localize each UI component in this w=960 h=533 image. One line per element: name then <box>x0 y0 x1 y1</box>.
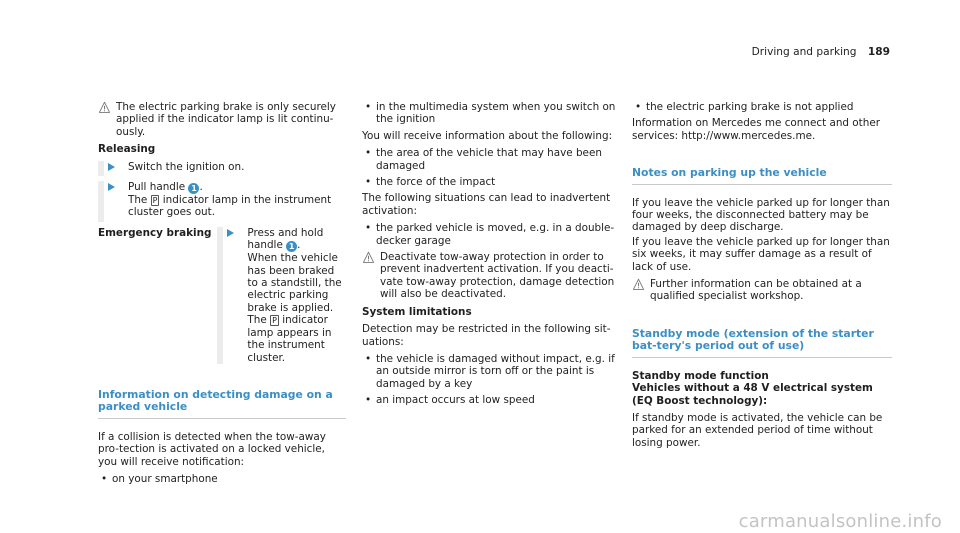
standby-function-title: Standby mode function <box>632 369 769 382</box>
list-item: • in the multimedia system when you switch on the ignition <box>362 101 616 126</box>
note-icon <box>362 251 375 264</box>
system-limitations-title: System limitations <box>362 305 472 318</box>
list-item: • the parked vehicle is moved, e.g. in a double-decker garage <box>362 222 616 247</box>
paragraph: If you leave the vehicle parked up for longer than six weeks, it may suffer damage as a result of lack of use. <box>632 235 890 273</box>
list-item: • on your smartphone <box>98 473 346 485</box>
column-2 <box>362 101 616 411</box>
paragraph: If standby mode is activated, the vehicle can be parked for an extended period of time without losing power. <box>632 411 883 449</box>
section-heading-standby-mode: Standby mode (extension of the starter bat-tery's period out of use) <box>632 328 892 358</box>
note-2: Deactivate tow-away protection in order to prevent inadvertent activation. If you deacti-vate tow-away protection, damage detection will also be deactivated. <box>362 251 616 301</box>
paragraph: The following situations can lead to inadvertent activation: <box>362 192 611 217</box>
note-icon <box>632 278 645 291</box>
bullet-list <box>362 147 616 188</box>
parking-brake-indicator-icon: P <box>272 316 277 326</box>
list-item: • the electric parking brake is not applied <box>632 101 892 113</box>
list-item: • the area of the vehicle that may have been damaged <box>362 147 616 172</box>
step-arrow-icon <box>108 183 115 191</box>
paragraph: If a collision is detected when the tow-away pro-tection is activated on a locked vehicle, you will receive notification: <box>98 430 326 468</box>
paragraph: Information on Mercedes me connect and other services: http://www.mercedes.me. <box>632 117 880 142</box>
step-switch-ignition: Switch the ignition on. <box>98 161 346 176</box>
bullet-list <box>632 101 892 113</box>
note-3: Further information can be obtained at a qualified specialist workshop. <box>632 278 892 303</box>
page-number: 189 <box>867 46 890 58</box>
note-icon <box>98 101 111 114</box>
section-title: Driving and parking <box>751 46 857 58</box>
handle-number-badge: 1 <box>286 241 297 252</box>
paragraph: If you leave the vehicle parked up for longer than four weeks, the disconnected battery may be damaged by deep discharge. <box>632 196 890 234</box>
list-item: • an impact occurs at low speed <box>362 394 616 406</box>
releasing-title: Releasing <box>98 143 156 156</box>
bullet-list <box>362 101 616 126</box>
bullet-list <box>98 473 346 485</box>
list-item: • the vehicle is damaged without impact, e.g. if an outside mirror is torn off or the paint is damaged by a key <box>362 353 616 390</box>
list-item: • the force of the impact <box>362 176 616 188</box>
parking-brake-indicator-icon: P <box>152 196 158 206</box>
note-1: The electric parking brake is only securely applied if the indicator lamp is lit continu-ously. <box>98 101 346 138</box>
vehicles-without-48v-title: Vehicles without a 48 V electrical system (EQ Boost technology): <box>632 382 873 407</box>
step-pull-handle: Pull handle 1 . The P indicator lamp in the instrument cluster goes out. <box>98 181 346 222</box>
emergency-title: Emergency braking <box>98 226 212 239</box>
column-3 <box>632 101 892 454</box>
handle-number-badge: 1 <box>188 183 199 194</box>
section-heading-parking-up: Notes on parking up the vehicle <box>632 167 892 184</box>
bullet-list <box>362 222 616 247</box>
section-heading-damage-detection: Information on detecting damage on a parked vehicle <box>98 389 346 419</box>
page-header <box>752 46 890 58</box>
paragraph: Detection may be restricted in the following sit-uations: <box>362 323 611 348</box>
step-arrow-icon <box>108 163 115 171</box>
watermark: carmanualsonline.info <box>738 510 942 532</box>
step-arrow-icon <box>227 229 234 237</box>
column-1 <box>98 101 346 489</box>
paragraph: You will receive information about the following: <box>362 129 613 142</box>
bullet-list <box>362 353 616 407</box>
emergency-braking: Emergency braking Press and hold handle 1 . When the vehicle has been braked to a standstill, the electric parking brake is applied. The P indicator lamp appears in the instrument cluster. <box>98 227 346 364</box>
